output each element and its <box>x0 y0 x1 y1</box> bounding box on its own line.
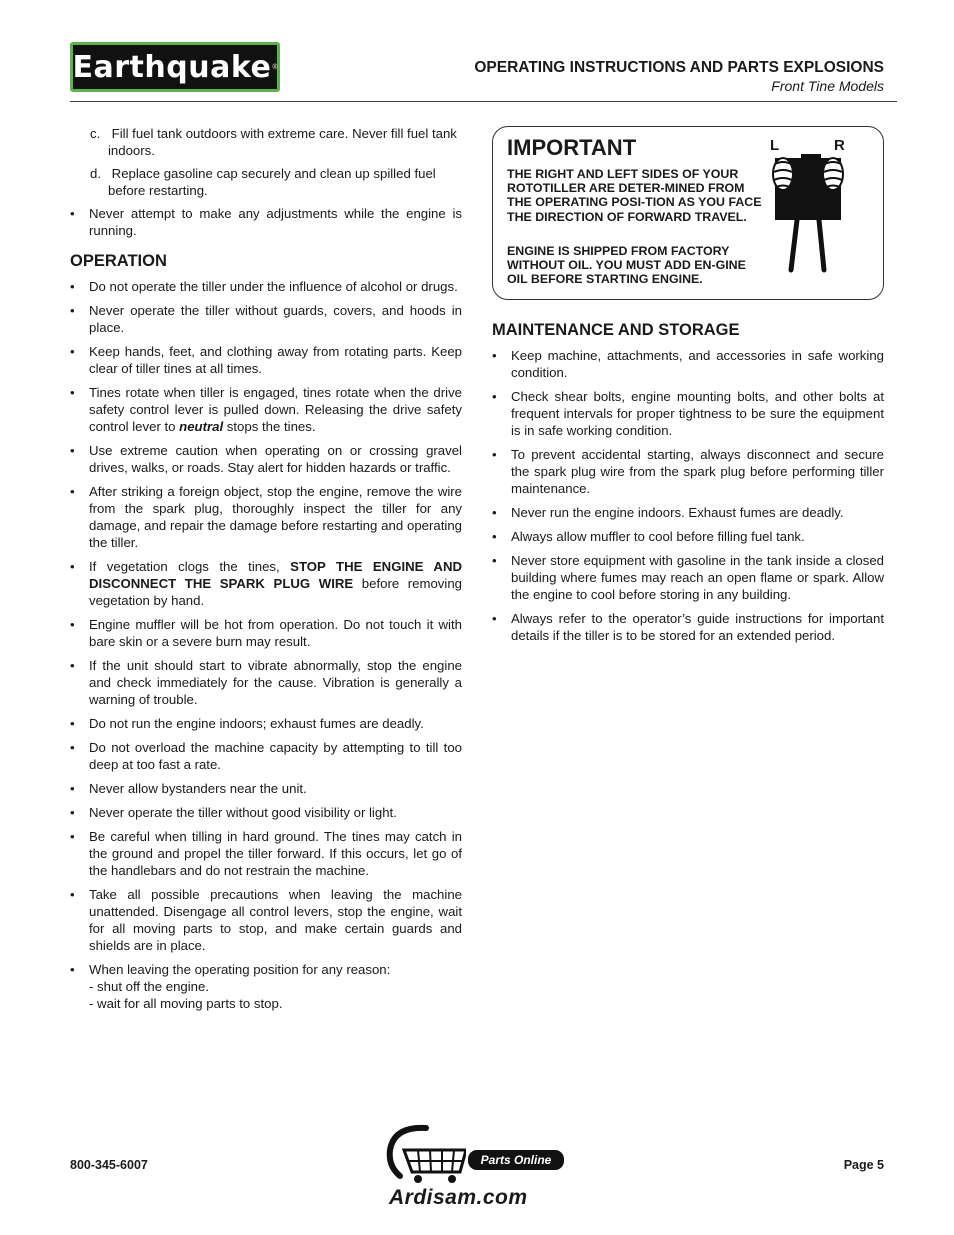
document-subtitle: Front Tine Models <box>771 78 884 94</box>
brand-name: Earthquake <box>72 49 272 85</box>
list-item: • After striking a foreign object, stop the engine, remove the wire from the spark plug, thoroughly inspect the tiller for any damage, and repair the damage before restarting and operating the tiller. <box>70 483 462 551</box>
list-item: • Never operate the tiller without guards, covers, and hoods in place. <box>70 302 462 336</box>
trademark-mark: ® <box>272 63 278 71</box>
list-item: • Keep hands, feet, and clothing away from rotating parts. Keep clear of tiller tines at all times. <box>70 343 462 377</box>
list-item: • Tines rotate when tiller is engaged, tines rotate when the drive safety control lever is pulled down. Releasing the drive safety control lever to neutral stops the tines. <box>70 384 462 435</box>
list-item: • Always refer to the operator’s guide instructions for important details if the tiller is to be stored for an extended period. <box>492 610 884 644</box>
header-divider <box>70 101 897 102</box>
operation-heading: OPERATION <box>70 252 167 270</box>
list-item: • To prevent accidental starting, always disconnect and secure the spark plug wire from the spark plug before performing tiller maintenance. <box>492 446 884 497</box>
list-item: • Never attempt to make any adjustments while the engine is running. <box>70 205 462 239</box>
footer-website: Ardisam.com <box>389 1186 528 1209</box>
list-item: • When leaving the operating position for any reason: - shut off the engine. - wait for all moving parts to stop. <box>70 961 462 1012</box>
tiller-top-view-icon <box>771 154 867 274</box>
footer-phone: 800-345-6007 <box>70 1158 148 1172</box>
list-item: • Do not operate the tiller under the influence of alcohol or drugs. <box>70 278 462 295</box>
list-item: • Use extreme caution when operating on or crossing gravel drives, walks, or roads. Stay alert for hidden hazards or traffic. <box>70 442 462 476</box>
list-item: • If vegetation clogs the tines, STOP THE ENGINE AND DISCONNECT THE SPARK PLUG WIRE before removing vegetation by hand. <box>70 558 462 609</box>
important-notice-box <box>492 126 884 300</box>
list-item: • Check shear bolts, engine mounting bolts, and other bolts at frequent intervals for proper tightness to be sure the equipment is in safe working condition. <box>492 388 884 439</box>
left-column <box>70 125 462 1019</box>
important-sides-text: THE RIGHT AND LEFT SIDES OF YOUR ROTOTILLER ARE DETER-MINED FROM THE OPERATING POSI-TION AS YOU FACE THE DIRECTION OF FORWARD TRAVEL. <box>507 167 762 224</box>
sub-item-c: c. Fill fuel tank outdoors with extreme care. Never fill fuel tank indoors. <box>90 126 457 158</box>
right-side-label: R <box>834 137 845 154</box>
left-side-label: L <box>770 137 780 154</box>
list-item: • Never store equipment with gasoline in the tank inside a closed building where fumes may reach an open flame or spark. Allow the engine to cool before storing in any building. <box>492 552 884 603</box>
list-item: • Take all possible precautions when leaving the machine unattended. Disengage all control levers, stop the engine, wait for all moving parts to stop, and make certain guards and shields are in place. <box>70 886 462 954</box>
important-heading: IMPORTANT <box>507 135 637 160</box>
list-item: • Never operate the tiller without good visibility or light. <box>70 804 462 821</box>
list-item: • Never run the engine indoors. Exhaust fumes are deadly. <box>492 504 884 521</box>
list-item: • Engine muffler will be hot from operation. Do not touch it with bare skin or a severe burn may result. <box>70 616 462 650</box>
list-item: • Always allow muffler to cool before filling fuel tank. <box>492 528 884 545</box>
list-item: • If the unit should start to vibrate abnormally, stop the engine and check immediately for the cause. Vibration is generally a warning of trouble. <box>70 657 462 708</box>
list-item: • Be careful when tilling in hard ground. The tines may catch in the ground and propel the tiller forward. If this occurs, let go of the handlebars and do not restrain the machine. <box>70 828 462 879</box>
important-oil-text: ENGINE IS SHIPPED FROM FACTORY WITHOUT OIL. YOU MUST ADD EN-GINE OIL BEFORE STARTING ENGINE. <box>507 244 746 287</box>
right-column <box>492 126 884 651</box>
earthquake-logo <box>70 42 280 92</box>
list-item: • Do not run the engine indoors; exhaust fumes are deadly. <box>70 715 462 732</box>
list-item: • Never allow bystanders near the unit. <box>70 780 462 797</box>
page-number: Page 5 <box>843 1158 884 1172</box>
list-item: • Keep machine, attachments, and accessories in safe working condition. <box>492 347 884 381</box>
document-title: OPERATING INSTRUCTIONS AND PARTS EXPLOSIONS <box>474 59 884 76</box>
parts-online-badge: Parts Online <box>468 1150 564 1170</box>
list-item: • Do not overload the machine capacity by attempting to till too deep at too fast a rate. <box>70 739 462 773</box>
maintenance-heading: MAINTENANCE AND STORAGE <box>492 321 740 339</box>
shopping-cart-icon <box>386 1124 466 1186</box>
sub-item-d: d. Replace gasoline cap securely and clean up spilled fuel before restarting. <box>90 166 436 198</box>
